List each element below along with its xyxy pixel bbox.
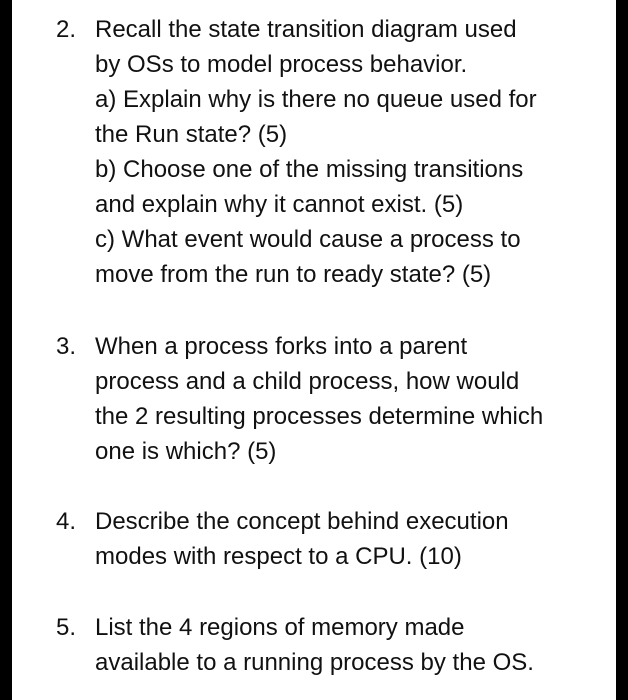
question-line: by OSs to model process behavior. <box>95 51 468 78</box>
question-line: Recall the state transition diagram used <box>95 16 517 43</box>
question-line: Describe the concept behind execution <box>95 508 509 535</box>
question-line: b) Choose one of the missing transitions <box>95 156 524 183</box>
document-page <box>12 0 616 700</box>
question-line: one is which? (5) <box>95 438 277 465</box>
question-number: 2. <box>56 16 77 43</box>
question-text <box>95 12 610 292</box>
question-line: and explain why it cannot exist. (5) <box>95 191 464 218</box>
question-text <box>95 329 610 469</box>
question-line: move from the run to ready state? (5) <box>95 261 492 288</box>
question-line: modes with respect to a CPU. (10) <box>95 543 462 570</box>
question-number: 4. <box>56 508 77 535</box>
question-line: When a process forks into a parent <box>95 333 468 360</box>
question-number: 3. <box>56 333 77 360</box>
question-line: a) Explain why is there no queue used for <box>95 86 537 113</box>
question-text <box>95 610 610 680</box>
question-line: the Run state? (5) <box>95 121 288 148</box>
question-number: 5. <box>56 614 77 641</box>
question-line: c) What event would cause a process to <box>95 226 521 253</box>
question-line: available to a running process by the OS. <box>95 649 534 676</box>
question-line: the 2 resulting processes determine which <box>95 403 544 430</box>
question-line: List the 4 regions of memory made <box>95 614 465 641</box>
question-text <box>95 504 610 574</box>
question-line: process and a child process, how would <box>95 368 520 395</box>
